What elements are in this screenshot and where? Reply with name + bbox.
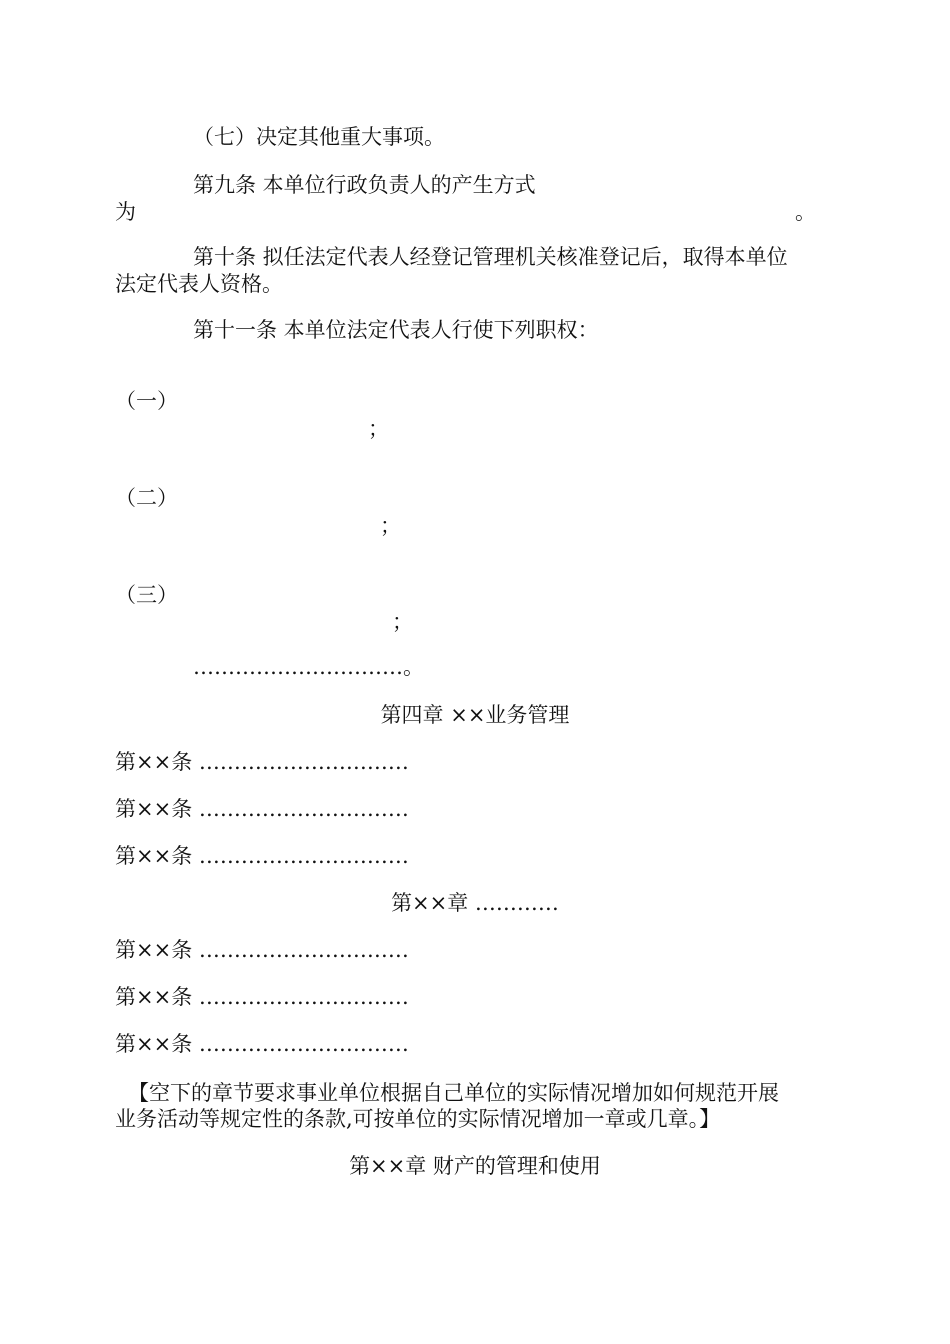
chapter-four-article-1: 第××条 ………………………… (115, 750, 409, 774)
chapter-property-title: 第××章 财产的管理和使用 (349, 1154, 601, 1178)
power-three-semicolon: ； (392, 610, 413, 634)
chapter-xx-article-1: 第××条 ………………………… (115, 938, 409, 962)
article-nine-end: 。 (795, 200, 816, 224)
ellipsis-line: …………………………。 (193, 655, 424, 679)
article-ten-line1: 第十条 拟任法定代表人经登记管理机关核准登记后，取得本单位 (193, 245, 788, 269)
chapter-xx-article-2: 第××条 ………………………… (115, 985, 409, 1009)
power-one-label: （一） (115, 389, 178, 413)
power-two-label: （二） (115, 486, 178, 510)
power-two-semicolon: ； (380, 514, 401, 538)
power-one-semicolon: ； (368, 417, 389, 441)
chapter-four-article-2: 第××条 ………………………… (115, 797, 409, 821)
note-line1: 【空下的章节要求事业单位根据自己单位的实际情况增加如何规范开展 (128, 1081, 779, 1105)
chapter-four-article-3: 第××条 ………………………… (115, 844, 409, 868)
article-ten-line2: 法定代表人资格。 (115, 272, 283, 296)
item-seven: （七）决定其他重大事项。 (193, 125, 445, 149)
article-nine-line1: 第九条 本单位行政负责人的产生方式 (193, 173, 536, 197)
article-eleven: 第十一条 本单位法定代表人行使下列职权： (193, 318, 599, 342)
chapter-xx-article-3: 第××条 ………………………… (115, 1032, 409, 1056)
chapter-xx-title: 第××章 ………… (391, 891, 559, 915)
chapter-four-title: 第四章 ××业务管理 (380, 703, 570, 727)
note-line2: 业务活动等规定性的条款,可按单位的实际情况增加一章或几章。】 (115, 1107, 721, 1131)
article-nine-line2: 为 (115, 200, 136, 224)
power-three-label: （三） (115, 583, 178, 607)
